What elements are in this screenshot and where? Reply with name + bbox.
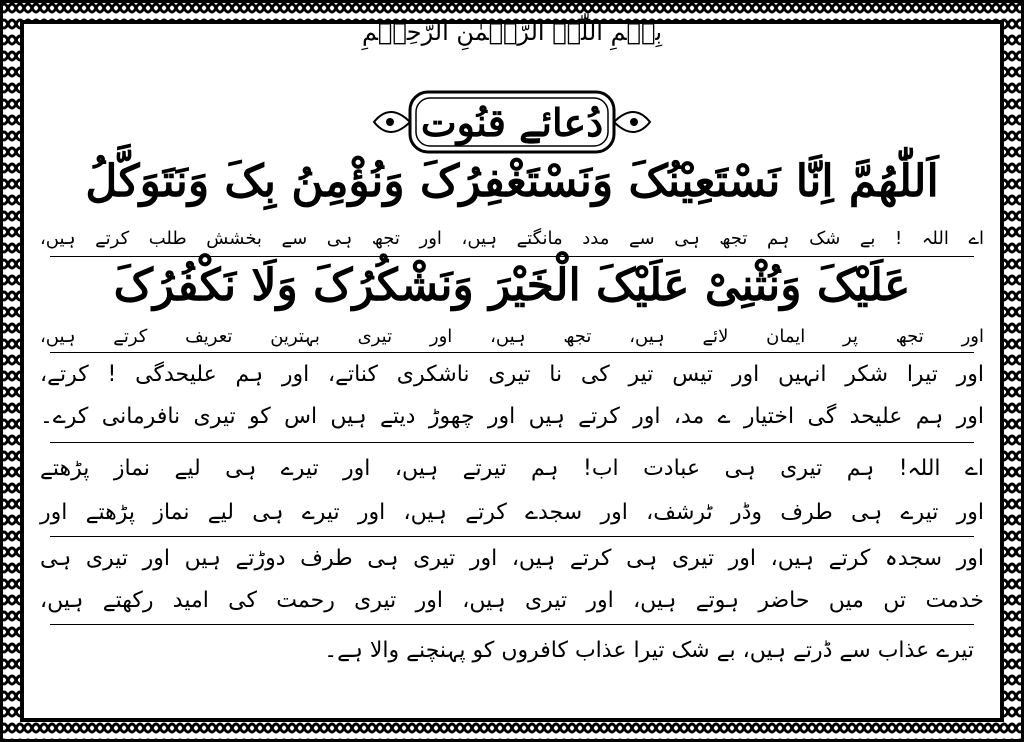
urdu-line-8: خدمت تں میں حاضر ہوتے ہیں، اور تیری ہیں، اور تیری رحمت کی امید رکھتے ہیں، — [40, 588, 984, 613]
title-cartouche — [370, 88, 654, 156]
urdu-line-3: اور تیرا شکر انہیں اور تیس تیر کی نا تیری ناشکری کناتے، اور ہم علیحدگی ! کرتے، — [40, 362, 984, 387]
urdu-line-7: اور سجدہ کرتے ہیں، اور تیری ہی کرتے ہیں، اور تیری ہی طرف دوڑتے ہیں اور تیری ہی — [40, 546, 984, 571]
bismillah: بِسۡمِ اللّٰہِ الرَّحۡمٰنِ الرَّحِیۡمِ — [361, 18, 663, 46]
urdu-line-1: اے اللہ ! بے شک ہم تجھ ہی سے مدد مانگتے ہیں، اور تجھ ہی سے بخشش طلب کرتے ہیں، — [40, 228, 984, 249]
page-title: دُعائے قنُوت — [420, 100, 604, 145]
divider — [50, 624, 974, 625]
urdu-line-9: تیرے عذاب سے ڈرتے ہیں، بے شک تیرا عذاب کافروں کو پہنچنے والا ہے۔ — [324, 638, 974, 663]
urdu-line-6: اور تیرے ہی طرف وڈر ٹرشف، اور سجدے کرتے ہیں، اور تیرے ہی لیے نماز پڑھتے اور — [40, 500, 984, 525]
divider — [50, 256, 974, 257]
divider — [50, 442, 974, 443]
urdu-line-4: اور ہم علیحد گی اختیار ے مد، اور کرتے ہیں اور چھوڑ دیتے ہیں اس کو تیری نافرمانی کرے۔ — [40, 404, 984, 429]
dua-content — [30, 10, 994, 732]
arabic-line-1: اَللّٰھُمَّ اِنَّا نَسْتَعِیْنُکَ وَنَسْتَغْفِرُکَ وَنُؤْمِنُ بِکَ وَنَتَوَکَّلُ — [85, 156, 939, 207]
urdu-line-2: اور تجھ پر ایمان لائے ہیں، تجھ ہیں، اور تیری بہترین تعریف کرتے ہیں، — [40, 326, 984, 347]
urdu-line-5: اے اللہ! ہم تیری ہی عبادت اب! ہم تیرتے ہیں، اور تیرے ہی لیے نماز پڑھتے — [40, 456, 984, 481]
arabic-line-2: عَلَیْکَ وَنُثْنِیْ عَلَیْکَ الْخَیْرَ وَنَشْکُرُکَ وَلَا نَکْفُرُکَ — [113, 260, 911, 311]
divider — [50, 352, 974, 353]
divider — [50, 536, 974, 537]
